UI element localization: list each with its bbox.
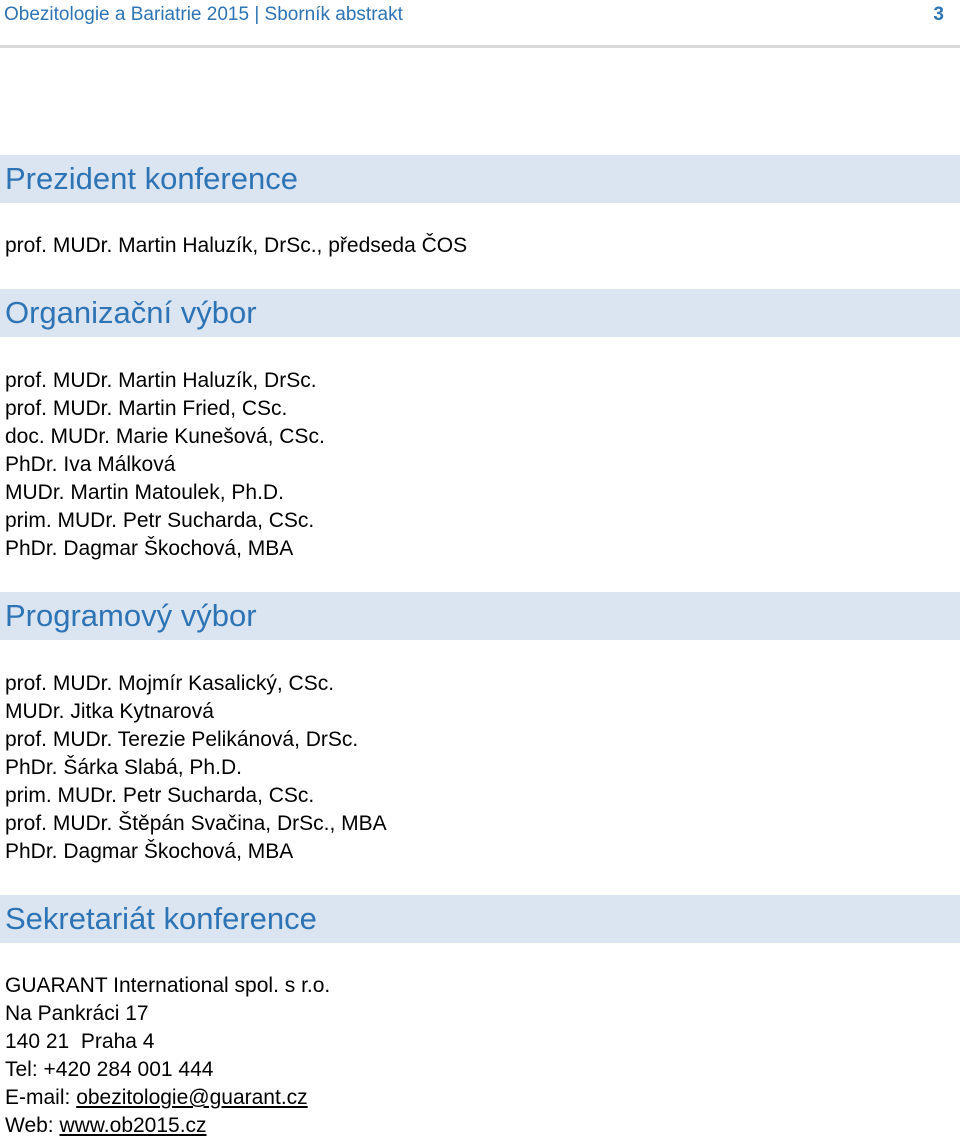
list-item: prof. MUDr. Štěpán Svačina, DrSc., MBA [5,812,387,835]
email-link[interactable]: obezitologie@guarant.cz [76,1086,308,1109]
section-secretariat [0,895,960,943]
list-item: PhDr. Dagmar Škochová, MBA [5,840,294,863]
organizing-list [5,367,325,563]
section-program [0,592,960,640]
list-item: prim. MUDr. Petr Sucharda, CSc. [5,784,315,807]
page-number: 3 [933,4,944,25]
company-name: GUARANT International spol. s r.o. [5,974,331,997]
president-list [5,232,467,260]
header-title: Obezitologie a Bariatrie 2015 | Sborník abstrakt [4,4,403,25]
list-item: MUDr. Martin Matoulek, Ph.D. [5,481,284,504]
web-label: Web: [5,1114,60,1137]
section-president [0,155,960,203]
page-header [0,0,960,48]
street-address: Na Pankráci 17 [5,1002,149,1025]
list-item: PhDr. Šárka Slabá, Ph.D. [5,756,242,779]
section-title: Organizační výbor [5,295,257,330]
secretariat-contact [5,972,330,1140]
list-item: doc. MUDr. Marie Kunešová, CSc. [5,425,325,448]
section-title: Programový výbor [5,598,257,633]
list-item: prim. MUDr. Petr Sucharda, CSc. [5,509,315,532]
list-item: prof. MUDr. Mojmír Kasalický, CSc. [5,672,335,695]
email-line [5,1084,330,1112]
list-item: prof. MUDr. Martin Haluzík, DrSc. [5,369,317,392]
section-title: Sekretariát konference [5,901,317,936]
web-link[interactable]: www.ob2015.cz [59,1114,207,1137]
list-item: PhDr. Iva Málková [5,453,176,476]
phone-number: Tel: +420 284 001 444 [5,1058,214,1081]
list-item: MUDr. Jitka Kytnarová [5,700,214,723]
city-address: 140 21 Praha 4 [5,1030,155,1053]
web-line [5,1112,330,1140]
section-organizing [0,289,960,337]
list-item: prof. MUDr. Terezie Pelikánová, DrSc. [5,728,359,751]
program-list [5,670,387,866]
list-item: PhDr. Dagmar Škochová, MBA [5,537,294,560]
list-item: prof. MUDr. Martin Fried, CSc. [5,397,288,420]
email-label: E-mail: [5,1086,77,1109]
list-item: prof. MUDr. Martin Haluzík, DrSc., předseda ČOS [5,234,468,257]
section-title: Prezident konference [5,161,298,196]
